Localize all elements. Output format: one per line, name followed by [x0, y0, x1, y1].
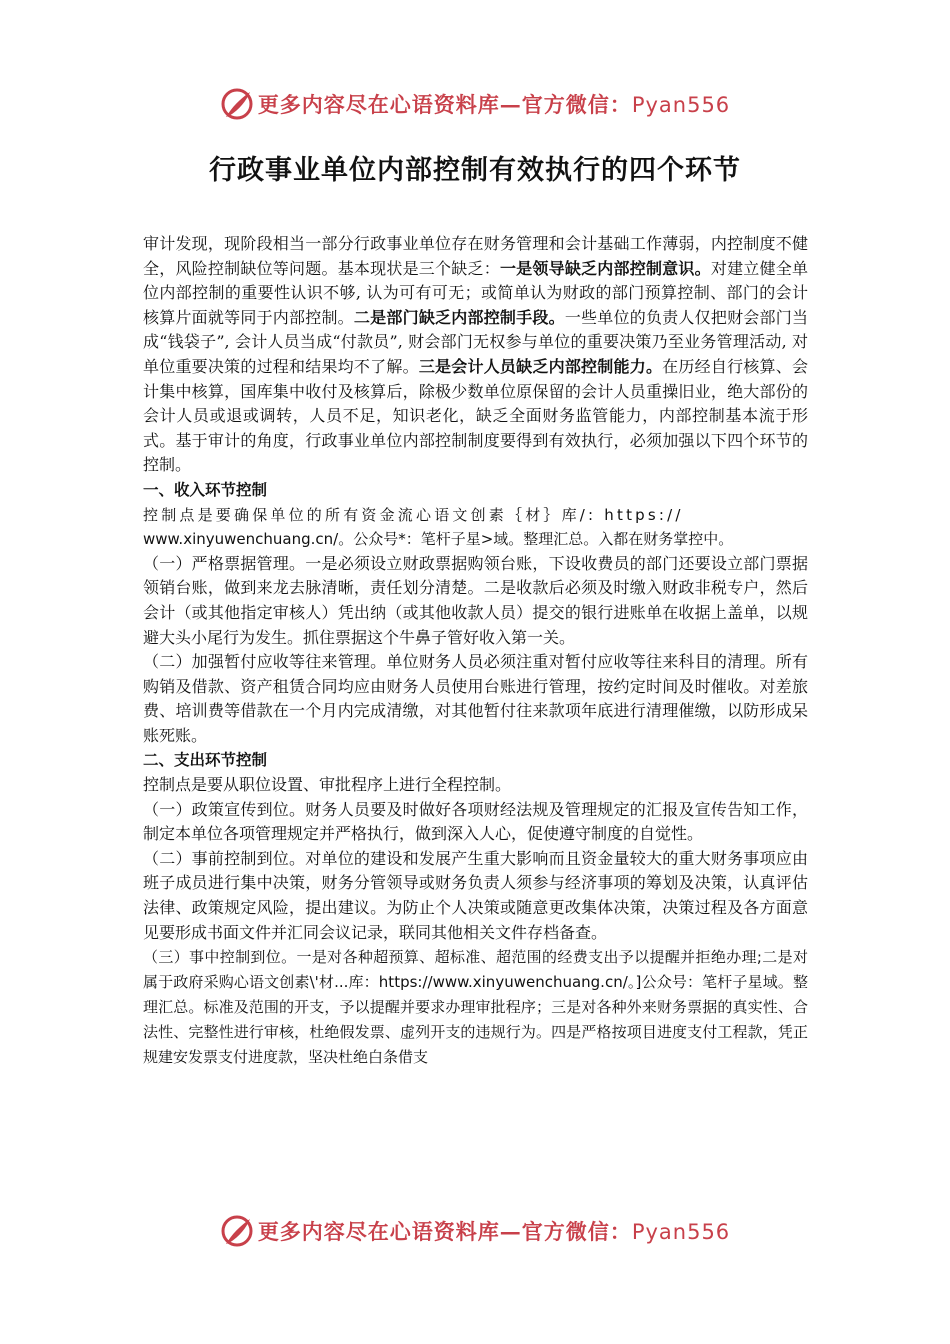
income-paragraph-2: （二）加强暂付应收等往来管理。单位财务人员必须注重对暂付应收等往来科目的清理。所有购销及借款、资产租赁合同均应由财务人员使用台账进行管理，按约定时间及时催收。对差旅费、培训费等借款在一个月内完成清缴，对其他暂付往来款项年底进行清理催缴，以防形成呆账死账。 — [143, 652, 808, 745]
expense-paragraph-1: （一）政策宣传到位。财务人员要及时做好各项财经法规及管理规定的汇报及宣传告知工作，制定本单位各项管理规定并严格执行，做到深入人心，促使遵守制度的自觉性。 — [143, 799, 808, 844]
document-body — [143, 232, 808, 1070]
page-title: 行政事业单位内部控制有效执行的四个环节 — [209, 155, 741, 186]
quill-logo-icon — [220, 1214, 254, 1248]
income-control-line2: www.xinyuwenchuang.cn/。公众号*：笔杆子星>域。整理汇总。入都在财务掌控中。 — [143, 530, 734, 549]
expense-paragraph-0: 控制点是要从职位设置、审批程序上进行全程控制。 — [143, 775, 512, 795]
section-heading-expense: 二、支出环节控制 — [143, 751, 268, 770]
watermark-text: 更多内容尽在心语资料库—官方微信：Pyan556 — [257, 92, 731, 117]
expense-paragraph-3: （三）事中控制到位。一是对各种超预算、超标准、超范围的经费支出予以提醒并拒绝办理;二是对属于政府采购心语文创素\'材...库：https://www.xinyuwenchuang.cn/。]公众号：笔杆子星域。整理汇总。标准及范围的开支，予以提醒并要求办理审批程序；三是对各种外来财务票据的真实性、合法性、完整性进行审核，杜绝假发票、虚列开支的违规行为。四是严格按项目进度支付工程款，凭正规建安发票支付进度款，坚决杜绝白条借支 — [143, 948, 808, 1067]
quill-logo-icon — [220, 87, 254, 121]
income-control-line1: 控制点是要确保单位的所有资金流心语文创素｛材｝库/: https:// — [143, 505, 684, 524]
income-paragraph-1: （一）严格票据管理。一是必须设立财政票据购领台账，下设收费员的部门还要设立部门票据领销台账，做到来龙去脉清晰，责任划分清楚。二是收款后必须及时缴入财政非税专户，然后会计（或其他指定审核人）凭出纳（或其他收款人员）提交的银行进账单在收据上盖单，以规避大头小尾行为发生。抓住票据这个牛鼻子管好收入第一关。 — [143, 553, 808, 647]
section-heading-income: 一、收入环节控制 — [143, 480, 268, 499]
watermark-footer — [0, 1211, 950, 1251]
expense-paragraph-2: （二）事前控制到位。对单位的建设和发展产生重大影响而且资金量较大的重大财务事项应由班子成员进行集中决策，财务分管领导或财务负责人须参与经济事项的筹划及决策，认真评估法律、政策规定风险，提出建议。为防止个人决策或随意更改集体决策，决策过程及各方面意见要形成书面文件并汇同会议记录，联同其他相关文件存档备查。 — [143, 848, 808, 942]
watermark-text: 更多内容尽在心语资料库—官方微信：Pyan556 — [257, 1219, 731, 1244]
watermark-header — [0, 84, 950, 124]
intro-paragraph: 审计发现，现阶段相当一部分行政事业单位存在财务管理和会计基础工作薄弱，内控制度不健全，风险控制缺位等问题。基本现状是三个缺乏：一是领导缺乏内部控制意识。对建立健全单位内部控制的重要性认识不够, 认为可有可无；或简单认为财政的部门预算控制、部门的会计核算片面就等同于内部控制。二是部门缺乏内部控制手段。一些单位的负责人仅把财会部门当成“钱袋子”, 会计人员当成“付款员”, 财会部门无权参与单位的重要决策乃至业务管理活动, 对单位重要决策的过程和结果均不了解。三是会计人员缺乏内部控制能力。在历经自行核算、会计集中核算，国库集中收付及核算后，除极少数单位原保留的会计人员重操旧业，绝大部份的会计人员或退或调转，人员不足，知识老化，缺乏全面财务监管能力，内部控制基本流于形式。基于审计的角度，行政事业单位内部控制制度要得到有效执行，必须加强以下四个环节的控制。 — [143, 234, 808, 475]
